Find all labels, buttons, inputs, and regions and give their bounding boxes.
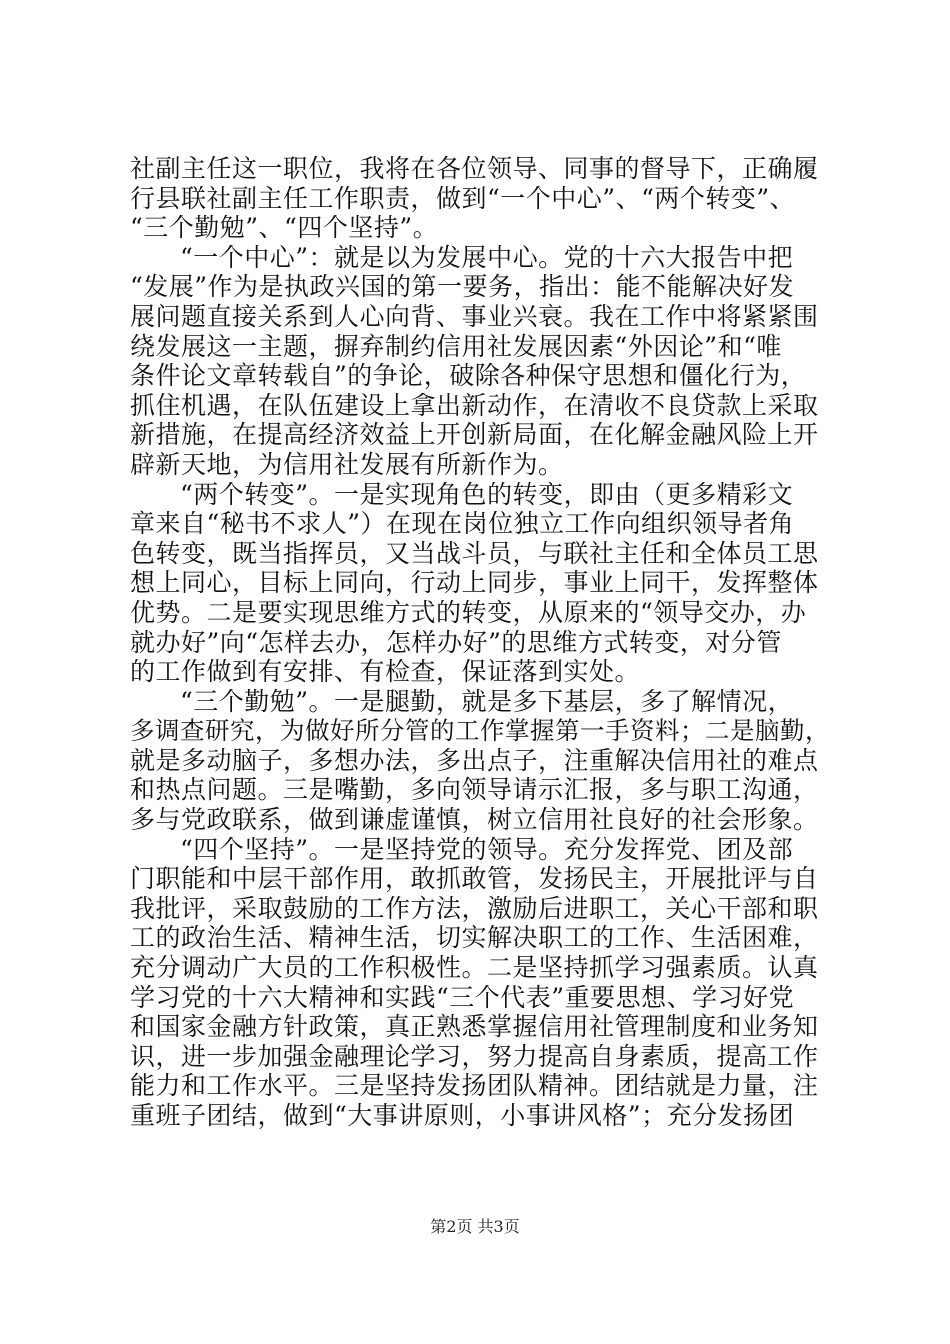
text-line: 行县联社副主任工作职责，做到“一个中心”、“两个转变”、 xyxy=(130,183,796,213)
text-line: 多调查研究，为做好所分管的工作掌握第一手资料；二是脑勤， xyxy=(130,716,830,746)
text-line: “三个勤勉”。一是腿勤，就是多下基层，多了解情况， xyxy=(180,686,794,716)
text-line: 社副主任这一职位，我将在各位领导、同事的督导下，正确履 xyxy=(130,154,819,183)
text-line: 和热点问题。三是嘴勤，多向领导请示汇报，多与职工沟通， xyxy=(130,775,819,805)
text-line: 多与党政联系，做到谦虚谨慎，树立信用社良好的社会形象。 xyxy=(130,805,819,835)
text-line: 学习党的十六大精神和实践“三个代表”重要思想、学习好党 xyxy=(130,982,795,1012)
text-line: “发展”作为是执政兴国的第一要务，指出：能不能解决好发 xyxy=(130,272,795,302)
text-line: 章来自“秘书不求人”）在现在岗位独立工作向组织领导者角 xyxy=(130,509,795,539)
text-line: 想上同心，目标上同向，行动上同步，事业上同干，发挥整体 xyxy=(130,568,819,598)
text-line: 和国家金融方针政策，真正熟悉掌握信用社管理制度和业务知 xyxy=(130,1012,819,1042)
text-line: 能力和工作水平。三是坚持发扬团队精神。团结就是力量，注 xyxy=(130,1071,819,1101)
text-line: 识，进一步加强金融理论学习，努力提高自身素质，提高工作 xyxy=(130,1041,819,1071)
text-line: 辟新天地，为信用社发展有所新作为。 xyxy=(130,449,564,479)
text-line: 抓住机遇，在队伍建设上拿出新动作，在清收不良贷款上采取 xyxy=(130,390,819,420)
text-line: “两个转变”。一是实现角色的转变，即由（更多精彩文 xyxy=(180,479,794,509)
text-line: 就是多动脑子，多想办法，多出点子，注重解决信用社的难点 xyxy=(130,745,819,775)
text-line: 绕发展这一主题，摒弃制约信用社发展因素“外因论”和“唯 xyxy=(130,331,782,361)
text-line: 色转变，既当指挥员，又当战斗员，与联社主任和全体员工思 xyxy=(130,538,819,568)
text-line: 重班子团结，做到“大事讲原则，小事讲风格”；充分发扬团 xyxy=(130,1101,795,1130)
text-line: 就办好”向“怎样去办，怎样办好”的思维方式转变，对分管 xyxy=(130,627,782,657)
text-line: 门职能和中层干部作用，敢抓敢管，发扬民主，开展批评与自 xyxy=(130,864,819,894)
text-line: “四个坚持”。一是坚持党的领导。充分发挥党、团及部 xyxy=(180,834,794,864)
text-line: 优势。二是要实现思维方式的转变，从原来的“领导交办，办 xyxy=(130,597,807,627)
text-line: “一个中心”：就是以为发展中心。党的十六大报告中把 xyxy=(180,242,794,272)
page-footer: 第2页 共3页 xyxy=(430,1217,520,1236)
text-line: 展问题直接关系到人心向背、事业兴衰。我在工作中将紧紧围 xyxy=(130,301,819,331)
text-line: “三个勤勉”、“四个坚持”。 xyxy=(130,213,439,243)
text-line: 条件论文章转载自”的争论，破除各种保守思想和僵化行为， xyxy=(130,361,807,391)
text-line: 工的政治生活、精神生活，切实解决职工的工作、生活困难， xyxy=(130,923,819,953)
text-line: 我批评，采取鼓励的工作方法，激励后进职工，关心干部和职 xyxy=(130,893,819,923)
text-line: 的工作做到有安排、有检查，保证落到实处。 xyxy=(130,657,641,687)
text-line: 充分调动广大员的工作积极性。二是坚持抓学习强素质。认真 xyxy=(130,953,819,983)
text-line: 新措施，在提高经济效益上开创新局面，在化解金融风险上开 xyxy=(130,420,819,450)
document-body xyxy=(130,154,830,1131)
